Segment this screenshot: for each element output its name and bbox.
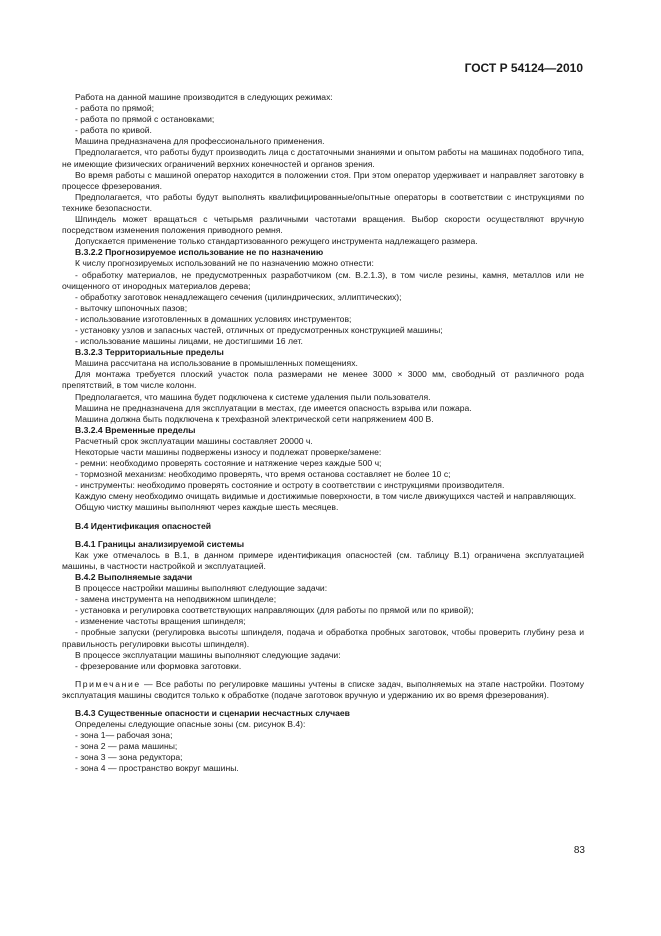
paragraph: Машина не предназначена для эксплуатации в местах, где имеется опасность взрыва или пожара. xyxy=(75,402,472,413)
paragraph: - зона 4 — пространство вокруг машины. xyxy=(75,763,239,774)
paragraph: Машина предназначена для профессионального применения. xyxy=(75,136,325,147)
paragraph: - установка и регулировка соответствующих направляющих (для работы по прямой или по кривой); xyxy=(75,605,474,616)
paragraph: Допускается применение только стандартизованного режущего инструмента надлежащего размера. xyxy=(75,236,478,247)
page-number: 83 xyxy=(573,845,585,856)
document-body xyxy=(62,92,584,775)
paragraph: Некоторые части машины подвержены износу и подлежат проверке/замене: xyxy=(75,447,382,457)
paragraph: Машина рассчитана на использование в промышленных помещениях. xyxy=(75,358,358,369)
paragraph: - изменение частоты вращения шпинделя; xyxy=(75,616,246,627)
section-heading: В.4.3 Существенные опасности и сценарии несчастных случаев xyxy=(75,707,350,718)
paragraph: - инструменты: необходимо проверять состояние и остроту в соответствии с инструкциями производителя. xyxy=(75,480,505,491)
paragraph: - работа по прямой с остановками; xyxy=(75,114,215,125)
paragraph: В процессе эксплуатации машины выполняют следующие задачи: xyxy=(75,649,341,660)
section-heading: В.4.2 Выполняемые задачи xyxy=(75,571,193,582)
paragraph: Общую чистку машины выполняют через каждые шесть месяцев. xyxy=(75,502,339,513)
paragraph: - ремни: необходимо проверять состояние и натяжение через каждые 500 ч; xyxy=(75,458,382,469)
paragraph xyxy=(62,679,584,701)
paragraph: Расчетный срок эксплуатации машины составляет 20000 ч. xyxy=(75,435,313,446)
paragraph: - зона 1— рабочая зона; xyxy=(75,730,173,741)
paragraph: - использование изготовленных в домашних условиях инструментов; xyxy=(75,313,352,324)
paragraph: Машина должна быть подключена к трехфазной электрической сети напряжением 400 В. xyxy=(75,413,434,424)
paragraph: - установку узлов и запасных частей, отличных от предусмотренных конструкцией машины; xyxy=(75,324,443,335)
paragraph: - работа по прямой; xyxy=(75,103,155,114)
paragraph: - пробные запуски (регулировка высоты шпинделя, подача и обработка пробных заготовок, чтобы проверить глубину реза и правильность регулировки высоты шпинделя). xyxy=(62,627,584,649)
note-label: Примечание xyxy=(75,678,141,689)
paragraph: В процессе настройки машины выполняют следующие задачи: xyxy=(75,583,328,594)
note-text: — Все работы по регулировке машины учтены в списке задач, выполняемых на этапе настройки. Поэтому эксплуатация машины сводится только к обработке (подаче заготовок вручную и удержанию их во время фрезерования). xyxy=(62,678,585,700)
paragraph: Предполагается, что работы будут производить лица с достаточными знаниями и опытом работы на машинах подобного типа, не имеющие физических ограничений верхних конечностей и органов зрения. xyxy=(62,147,584,169)
section-heading: В.3.2.4 Временные пределы xyxy=(75,424,196,435)
section-heading: В.4 Идентификация опасностей xyxy=(75,520,212,531)
paragraph: - зона 2 — рама машины; xyxy=(75,741,178,752)
paragraph: Для монтажа требуется плоский участок пола размерами не менее 3000 × 3000 мм, свободный от различного рода препятствий, в том числе колонн. xyxy=(62,369,584,391)
paragraph: К числу прогнозируемых использований не по назначению можно отнести: xyxy=(75,258,374,269)
paragraph: Определены следующие опасные зоны (см. рисунок В.4): xyxy=(75,719,306,730)
paragraph: Во время работы с машиной оператор находится в положении стоя. При этом оператор удерживает и направляет заготовку в процессе фрезерования. xyxy=(62,169,584,191)
paragraph: Работа на данной машине производится в следующих режимах: xyxy=(75,92,333,102)
paragraph: - работа по кривой. xyxy=(75,125,152,136)
paragraph: - выточку шпоночных пазов; xyxy=(75,302,188,313)
paragraph: Каждую смену необходимо очищать видимые и достижимые поверхности, в том числе движущихся частей и направляющих. xyxy=(75,491,577,502)
paragraph: - зона 3 — зона редуктора; xyxy=(75,752,183,763)
paragraph: - фрезерование или формовка заготовки. xyxy=(75,660,242,671)
paragraph: - тормозной механизм: необходимо проверять, что время останова составляет не более 10 с; xyxy=(75,469,451,480)
paragraph: Шпиндель может вращаться с четырьмя различными частотами вращения. Выбор скорости осуществляют вручную посредством изменения положения приводного ремня. xyxy=(62,214,584,236)
section-heading: В.4.1 Границы анализируемой системы xyxy=(75,538,245,549)
standard-code: ГОСТ Р 54124—2010 xyxy=(464,61,583,75)
paragraph: Предполагается, что машина будет подключена к системе удаления пыли пользователя. xyxy=(75,391,431,402)
section-heading: В.3.2.3 Территориальные пределы xyxy=(75,347,224,358)
paragraph: Как уже отмечалось в В.1, в данном примере идентификация опасностей (см. таблицу В.1) ограничена эксплуатацией машины, в частности настройкой и эксплуатацией. xyxy=(62,549,584,571)
paragraph: - замена инструмента на неподвижном шпинделе; xyxy=(75,594,277,605)
paragraph: Предполагается, что работы будут выполнять квалифицированные/опытные операторы в соответствии с инструкциями по технике безопасности. xyxy=(62,191,584,213)
section-heading: В.3.2.2 Прогнозируемое использование не по назначению xyxy=(75,247,324,258)
paragraph: - использование машины лицами, не достигшими 16 лет. xyxy=(75,336,303,347)
paragraph: - обработку материалов, не предусмотренных разработчиком (см. В.2.1.3), в том числе резины, камня, металлов или не очищенного от инородных материалов дерева; xyxy=(62,269,584,291)
paragraph: - обработку заготовок ненадлежащего сечения (цилиндрических, эллиптических); xyxy=(75,291,402,302)
